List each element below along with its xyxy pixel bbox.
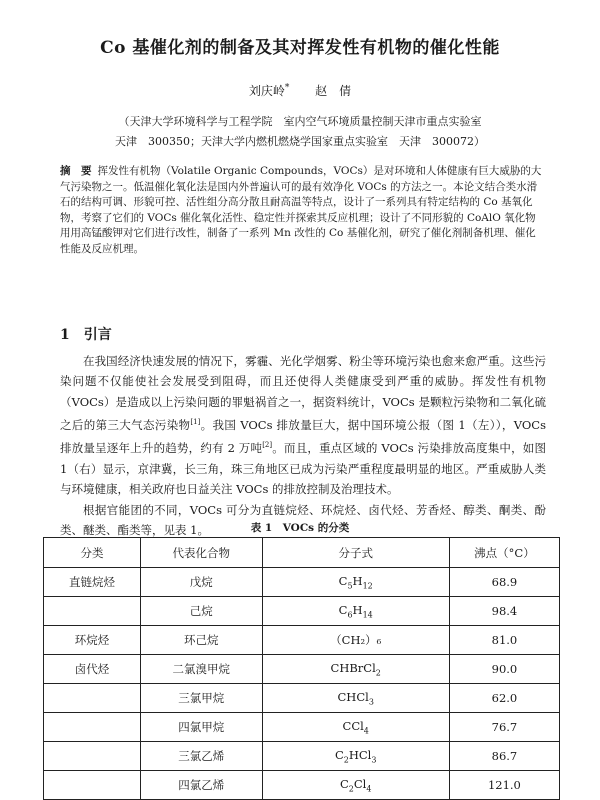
- table-row: [44, 742, 560, 771]
- abstract-label: 摘 要: [60, 165, 92, 177]
- author-1: 刘庆岭: [248, 84, 285, 98]
- table-caption: 表 1 VOCs 的分类: [250, 522, 350, 534]
- table-row: [44, 568, 560, 597]
- cell-category: [44, 713, 141, 742]
- section-number: 1: [60, 327, 70, 343]
- cell-boiling-point: 90.0: [449, 655, 559, 684]
- cell-category: 环烷烃: [44, 626, 141, 655]
- citation-2[interactable]: [2]: [262, 441, 273, 450]
- cell-category: [44, 684, 141, 713]
- table-row: [44, 771, 560, 800]
- abstract-text: 挥发性有机物（Volatile Organic Compounds，VOCs）是对环境和人体健康有巨大威胁的大气污染物之一。低温催化氧化法是国内外普遍认可的最有效净化 VOCs 的方法之一。本论文结合类水滑石的结构可调、形貌可控、活性组分高分散且耐高温等特点，设计了一系列具有特定结构的 Co 基氧化物，考察了它们的 VOCs 催化氧化活性、稳定性并探索其反应机理；设计了不同形貌的 CoAlO 氧化物用用高锰酸钾对它们进行改性，制备了一系列 Mn 改性的 Co 基催化剂，研究了催化剂制备机理、催化性能及反应机理。: [60, 165, 542, 255]
- paragraph-1-part-b: 。我国 VOCs 排放量巨大，据中国环境公报（图 1（左）），VOCs 排放量呈逐年上升的趋势，约有 2 万吨: [60, 418, 546, 456]
- cell-formula: （CH₂）₆: [262, 626, 449, 655]
- cell-formula: CCl$_4$: [262, 713, 449, 742]
- cell-category: [44, 597, 141, 626]
- affiliation-line-2: 天津 300350；天津大学内燃机燃烧学国家重点实验室 天津 300072）: [115, 135, 485, 148]
- cell-compound: 环己烷: [140, 626, 262, 655]
- cell-formula: $C_2HCl_3$: [262, 742, 449, 771]
- paragraph-2: 根据官能团的不同，VOCs 可分为直链烷烃、环烷烃、卤代烃、芳香烃、醇类、酮类、酚类、醚类、酯类等，见表 1。: [60, 502, 546, 537]
- table-row: [44, 684, 560, 713]
- paragraph-1-part-c: 。而且，重点区域的 VOCs 污染排放高度集中，如图 1（右）显示，京津冀，长三角，珠三角地区已成为污染严重程度最明显的地区。严重威胁人类与环境健康，相关政府也日益关注 VOCs 的排放控制及治理技术。: [60, 441, 546, 497]
- cell-compound: 己烷: [140, 597, 262, 626]
- cell-boiling-point: 62.0: [449, 684, 559, 713]
- cell-compound: 二氯溴甲烷: [140, 655, 262, 684]
- section-title: 引言: [83, 327, 112, 343]
- cell-formula: $C_2Cl_4$: [262, 771, 449, 800]
- cell-boiling-point: 81.0: [449, 626, 559, 655]
- table-header-row: [44, 538, 560, 568]
- citation-1[interactable]: [1]: [190, 418, 201, 427]
- paragraph-1: [60, 351, 546, 500]
- cell-formula: CHBrCl$_2$: [262, 655, 449, 684]
- table-row: [44, 597, 560, 626]
- corresponding-mark: *: [284, 83, 290, 93]
- cell-boiling-point: 86.7: [449, 742, 559, 771]
- header-compound: 代表化合物: [140, 538, 262, 568]
- header-category: 分类: [44, 538, 141, 568]
- abstract: [60, 164, 544, 258]
- paper-title: Co 基催化剂的制备及其对挥发性有机物的催化性能: [100, 38, 500, 58]
- cell-compound: 四氯甲烷: [140, 713, 262, 742]
- cell-formula: CHCl$_3$: [262, 684, 449, 713]
- section-heading: [60, 324, 126, 344]
- table-row: [44, 655, 560, 684]
- cell-category: [44, 771, 141, 800]
- cell-category: 直链烷烃: [44, 568, 141, 597]
- cell-compound: 四氯乙烯: [140, 771, 262, 800]
- header-formula: 分子式: [262, 538, 449, 568]
- cell-boiling-point: 121.0: [449, 771, 559, 800]
- cell-category: [44, 742, 141, 771]
- cell-boiling-point: 98.4: [449, 597, 559, 626]
- cell-compound: 三氯甲烷: [140, 684, 262, 713]
- table-row: [44, 713, 560, 742]
- affiliation-line-1: （天津大学环境科学与工程学院 室内空气环境质量控制天津市重点实验室: [118, 115, 482, 128]
- cell-boiling-point: 76.7: [449, 713, 559, 742]
- cell-formula: $C_6H_{14}$: [262, 597, 449, 626]
- vocs-classification-table: [43, 537, 560, 800]
- paragraph-1-part-a: 在我国经济快速发展的情况下，雾霾、光化学烟雾、粉尘等环境污染也愈来愈严重。这些污染问题不仅能使社会发展受到阻碍，而且还使得人类健康受到严重的威胁。挥发性有机物（VOCs）是造成以上污染问题的罪魁祸首之一，据资料统计，VOCs 是颗粒污染物和二氧化硫之后的第三大气态污染物: [60, 354, 546, 433]
- cell-category: 卤代烃: [44, 655, 141, 684]
- cell-formula: $C_5H_{12}$: [262, 568, 449, 597]
- cell-compound: 三氯乙烯: [140, 742, 262, 771]
- header-boiling-point: 沸点（°C）: [449, 538, 559, 568]
- body-text: [60, 351, 546, 540]
- cell-boiling-point: 68.9: [449, 568, 559, 597]
- cell-compound: 戊烷: [140, 568, 262, 597]
- author-2: 赵 倩: [315, 84, 352, 98]
- table-row: [44, 626, 560, 655]
- authors: [0, 82, 600, 99]
